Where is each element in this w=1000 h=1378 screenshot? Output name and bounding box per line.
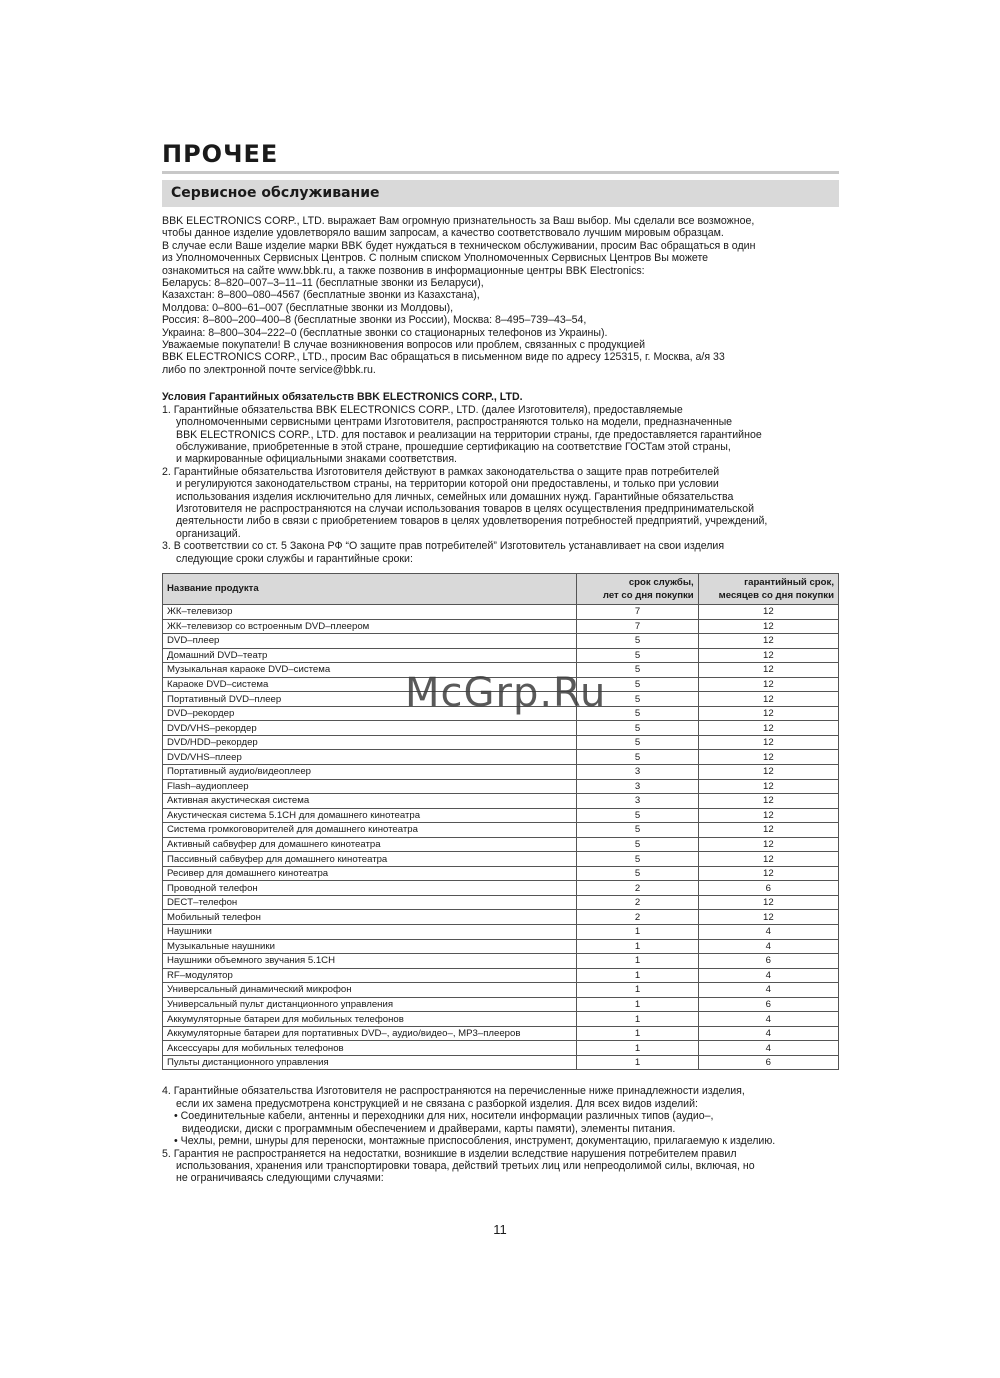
intro-line: из Уполномоченных Сервисных Центров. С полным списком Уполномоченных Сервисных Центров Вы можете [162,252,709,265]
table-row [163,634,839,649]
terms-item-line: не ограничиваясь следующими случаями: [176,1172,384,1185]
terms-item [162,1085,839,1110]
product-name-cell: Портативный DVD–плеер [163,692,577,707]
terms-item-line: Изготовителя не распространяются на случаи использования товаров в целях осуществления предпринимательской [176,502,754,515]
table-row [163,997,839,1012]
service-life-cell: 1 [577,968,698,983]
service-life-cell: 3 [577,764,698,779]
table-row [163,1012,839,1027]
warranty-period-cell: 12 [698,677,838,692]
service-life-cell: 5 [577,823,698,838]
warranty-period-cell: 12 [698,823,838,838]
intro-line: BBK ELECTRONICS CORP., LTD. выражает Вам огромную признательность за Ваш выбор. Мы сделали все возможное, [162,215,755,227]
bullet-item [162,1110,839,1135]
terms-item-line: уполномоченными сервисными центрами Изготовителя, распространяются только на модели, предназначенные [176,416,733,429]
intro-line: либо по электронной почте service@bbk.ru. [162,363,376,376]
table-row [163,1041,839,1056]
service-life-cell: 5 [577,634,698,649]
terms-item-line: 3. В соответствии со ст. 5 Закона РФ “О защите прав потребителей” Изготовитель устанавливает на свои изделия [162,540,725,553]
page-number: 11 [493,1222,507,1237]
service-life-cell: 7 [577,619,698,634]
terms-item [162,540,839,565]
product-name-cell: DVD/HDD–рекордер [163,735,577,750]
warranty-period-cell: 12 [698,910,838,925]
warranty-period-cell: 6 [698,997,838,1012]
service-life-cell: 1 [577,983,698,998]
terms-item-line: 2. Гарантийные обязательства Изготовителя действуют в рамках законодательства о защите прав потребителей [162,465,720,478]
terms-item-line: организаций. [176,527,241,540]
service-life-cell: 3 [577,794,698,809]
table-row [163,910,839,925]
product-name-cell: DVD/VHS–рекордер [163,721,577,736]
product-name-cell: Ресивер для домашнего кинотеатра [163,866,577,881]
warranty-period-cell: 4 [698,1026,838,1041]
product-name-cell: Наушники объемного звучания 5.1CH [163,954,577,969]
product-name-cell: Пульты дистанционного управления [163,1055,577,1070]
table-row [163,968,839,983]
service-life-cell: 1 [577,939,698,954]
table-header-row [163,573,839,604]
table-row [163,939,839,954]
table-row [163,823,839,838]
header-service-line1: срок службы, [628,576,694,588]
warranty-period-cell: 12 [698,779,838,794]
intro-line: Россия: 8–800–200–400–8 (бесплатные звонки из России), Москва: 8–495–739–43–54, [162,314,587,327]
table-row [163,881,839,896]
warranty-period-cell: 12 [698,764,838,779]
product-name-cell: DVD–рекордер [163,706,577,721]
warranty-period-cell: 4 [698,1041,838,1056]
service-life-cell: 7 [577,604,698,619]
table-row [163,648,839,663]
terms-item [162,404,839,466]
intro-line: Беларусь: 8–820–007–3–11–11 (бесплатные звонки из Беларуси), [162,277,484,290]
warranty-period-cell: 12 [698,706,838,721]
product-name-cell: Пассивный сабвуфер для домашнего кинотеатра [163,852,577,867]
section-title: Сервисное обслуживание [171,185,380,201]
warranty-period-cell: 12 [698,663,838,678]
table-row [163,750,839,765]
product-name-cell: Музыкальная караоке DVD–система [163,663,577,678]
section-bar [162,180,839,207]
intro-line: Молдова: 0–800–61–007 (бесплатные звонки из Молдовы), [162,301,454,314]
product-name-cell: Наушники [163,925,577,940]
terms-item-line: 5. Гарантия не распространяется на недостатки, возникшие в изделии вследствие нарушения потребителем правил [162,1147,737,1160]
product-name-cell: Аккумуляторные батареи для мобильных телефонов [163,1012,577,1027]
page-heading: ПРОЧЕЕ [162,140,279,168]
service-life-cell: 5 [577,852,698,867]
service-life-cell: 1 [577,1055,698,1070]
intro-line: чтобы данное изделие удовлетворяло вашим запросам, а качество соответствовало лучшим мировым образцам. [162,227,724,240]
intro-line: Казахстан: 8–800–080–4567 (бесплатные звонки из Казахстана), [162,289,480,302]
intro-text [162,215,839,376]
terms-item-line: обслуживание, приобретенные в этой стране, прошедшие сертификацию на соответствие ГОСТам этой страны, [176,440,731,453]
terms-item-line: и регулируются законодательством страны, на территории которой они предоставлены, и только при условии [176,478,719,491]
intro-line: Уважаемые покупатели! В случае возникновения вопросов или проблем, связанных с продукцией [162,339,646,352]
product-name-cell: Универсальный пульт дистанционного управления [163,997,577,1012]
table-row [163,794,839,809]
warranty-period-cell: 6 [698,954,838,969]
terms-item-line: • Чехлы, ремни, шнуры для переноски, монтажные приспособления, инструмент, документацию, прилагаемую к изделию. [174,1135,776,1148]
product-name-cell: RF–модулятор [163,968,577,983]
terms-item [162,1148,839,1185]
service-life-cell: 5 [577,648,698,663]
product-name-cell: Акустическая система 5.1CH для домашнего кинотеатра [163,808,577,823]
terms-item-line: если их замена предусмотрена конструкцией и не связана с разборкой изделия. Для всех видов изделий: [176,1097,698,1110]
terms-item-line: 4. Гарантийные обязательства Изготовителя не распространяются на перечисленные ниже принадлежности изделия, [162,1085,745,1098]
service-life-cell: 1 [577,1026,698,1041]
table-row [163,779,839,794]
terms-item-line: следующие сроки службы и гарантийные сроки: [176,552,413,565]
warranty-period-cell: 4 [698,925,838,940]
intro-line: BBK ELECTRONICS CORP., LTD., просим Вас обращаться в письменном виде по адресу 125315, г. Москва, а/я 33 [162,351,725,364]
header-warranty-period [698,573,838,604]
service-life-cell: 5 [577,808,698,823]
service-life-cell: 5 [577,866,698,881]
header-warranty-line2: месяцев со дня покупки [718,589,834,601]
service-life-cell: 5 [577,692,698,707]
warranty-period-cell: 4 [698,983,838,998]
warranty-period-cell: 6 [698,881,838,896]
table-row [163,1055,839,1070]
service-life-cell: 5 [577,677,698,692]
product-name-cell: Аккумуляторные батареи для портативных DVD–, аудио/видео–, MP3–плееров [163,1026,577,1041]
service-life-cell: 5 [577,721,698,736]
warranty-period-cell: 12 [698,604,838,619]
service-life-cell: 5 [577,750,698,765]
table-row [163,721,839,736]
table-row [163,604,839,619]
service-life-cell: 1 [577,997,698,1012]
intro-line: Украина: 8–800–304–222–0 (бесплатные звонки со стационарных телефонов из Украины). [162,326,608,339]
terms-item-line: использования изделия исключительно для личных, семейных или домашних нужд. Гарантийные обязательства [176,490,734,503]
service-life-cell: 2 [577,910,698,925]
table-row [163,837,839,852]
terms-item [162,466,839,540]
header-warranty-line1: гарантийный срок, [744,576,834,588]
warranty-period-cell: 12 [698,866,838,881]
warranty-period-cell: 12 [698,794,838,809]
terms-item-line: видеодиски, диски с программным обеспечением и драйверами, карты памяти), элементы питания. [182,1122,676,1135]
table-row [163,852,839,867]
warranty-period-cell: 4 [698,1012,838,1027]
service-life-cell: 3 [577,779,698,794]
terms-title: Условия Гарантийных обязательств BBK ELECTRONICS CORP., LTD. [162,391,523,404]
header-service-line2: лет со дня покупки [602,589,694,601]
terms-item-line: • Соединительные кабели, антенны и переходники для них, носители информации различных типов (аудио–, [174,1110,714,1123]
product-name-cell: Универсальный динамический микрофон [163,983,577,998]
product-name-cell: DVD/VHS–плеер [163,750,577,765]
service-life-cell: 2 [577,895,698,910]
warranty-period-cell: 4 [698,968,838,983]
warranty-period-cell: 12 [698,750,838,765]
table-row [163,735,839,750]
warranty-period-cell: 12 [698,852,838,867]
service-life-cell: 5 [577,663,698,678]
terms-list [162,404,839,565]
product-name-cell: Flash–аудиоплеер [163,779,577,794]
product-name-cell: DECT–телефон [163,895,577,910]
table-row [163,619,839,634]
service-life-cell: 2 [577,881,698,896]
product-name-cell: Активная акустическая система [163,794,577,809]
product-name-cell: Активный сабвуфер для домашнего кинотеатра [163,837,577,852]
terms-item-line: деятельности либо в связи с приобретением товаров в целях удовлетворения потребностей предприятий, учреждений, [176,515,768,528]
table-row [163,1026,839,1041]
product-name-cell: Караоке DVD–система [163,677,577,692]
warranty-period-cell: 12 [698,837,838,852]
service-life-cell: 5 [577,837,698,852]
terms-item-line: и маркированные официальными знаками соответствия. [176,453,458,466]
product-name-cell: Домашний DVD–театр [163,648,577,663]
after-terms-list [162,1085,839,1184]
terms-item-line: BBK ELECTRONICS CORP., LTD. для поставок и реализации на территории страны, где предоставляется гарантийное [176,428,762,441]
product-name-cell: Проводной телефон [163,881,577,896]
product-name-cell: ЖК–телевизор со встроенным DVD–плеером [163,619,577,634]
warranty-period-cell: 12 [698,692,838,707]
warranty-period-cell: 6 [698,1055,838,1070]
table-row [163,954,839,969]
warranty-period-cell: 12 [698,895,838,910]
service-life-cell: 5 [577,706,698,721]
document-page [162,140,839,1185]
service-life-cell: 5 [577,735,698,750]
warranty-period-cell: 12 [698,735,838,750]
intro-line: В случае если Ваше изделие марки BBK будет нуждаться в техническом обслуживании, просим Вас обращаться в один [162,239,756,252]
header-product-name: Название продукта [163,573,577,604]
watermark-text: McGrp.Ru [405,670,607,716]
product-name-cell: Система громкоговорителей для домашнего кинотеатра [163,823,577,838]
service-life-cell: 1 [577,1012,698,1027]
table-row [163,895,839,910]
header-service-life [577,573,698,604]
warranty-period-cell: 12 [698,721,838,736]
service-life-cell: 1 [577,954,698,969]
product-name-cell: DVD–плеер [163,634,577,649]
warranty-period-cell: 12 [698,619,838,634]
table-row [163,808,839,823]
product-name-cell: Портативный аудио/видеоплеер [163,764,577,779]
product-name-cell: Музыкальные наушники [163,939,577,954]
terms-item-line: 1. Гарантийные обязательства BBK ELECTRONICS CORP., LTD. (далее Изготовителя), предоставляемые [162,403,683,416]
product-name-cell: Аксессуары для мобильных телефонов [163,1041,577,1056]
table-row [163,866,839,881]
heading-rule [162,171,839,174]
warranty-period-cell: 12 [698,808,838,823]
service-life-cell: 1 [577,925,698,940]
intro-line: ознакомиться на сайте www.bbk.ru, а также позвонив в информационные центры BBK Electronics: [162,264,645,277]
warranty-period-cell: 12 [698,634,838,649]
product-name-cell: Мобильный телефон [163,910,577,925]
product-name-cell: ЖК–телевизор [163,604,577,619]
table-row [163,925,839,940]
service-life-cell: 1 [577,1041,698,1056]
table-row [163,983,839,998]
table-row [163,764,839,779]
bullet-item [162,1135,839,1147]
warranty-period-cell: 4 [698,939,838,954]
terms-item-line: использования, хранения или транспортировки товара, действий третьих лиц или непреодолимой силы, включая, но [176,1159,755,1172]
warranty-period-cell: 12 [698,648,838,663]
warranty-table [162,573,839,1071]
